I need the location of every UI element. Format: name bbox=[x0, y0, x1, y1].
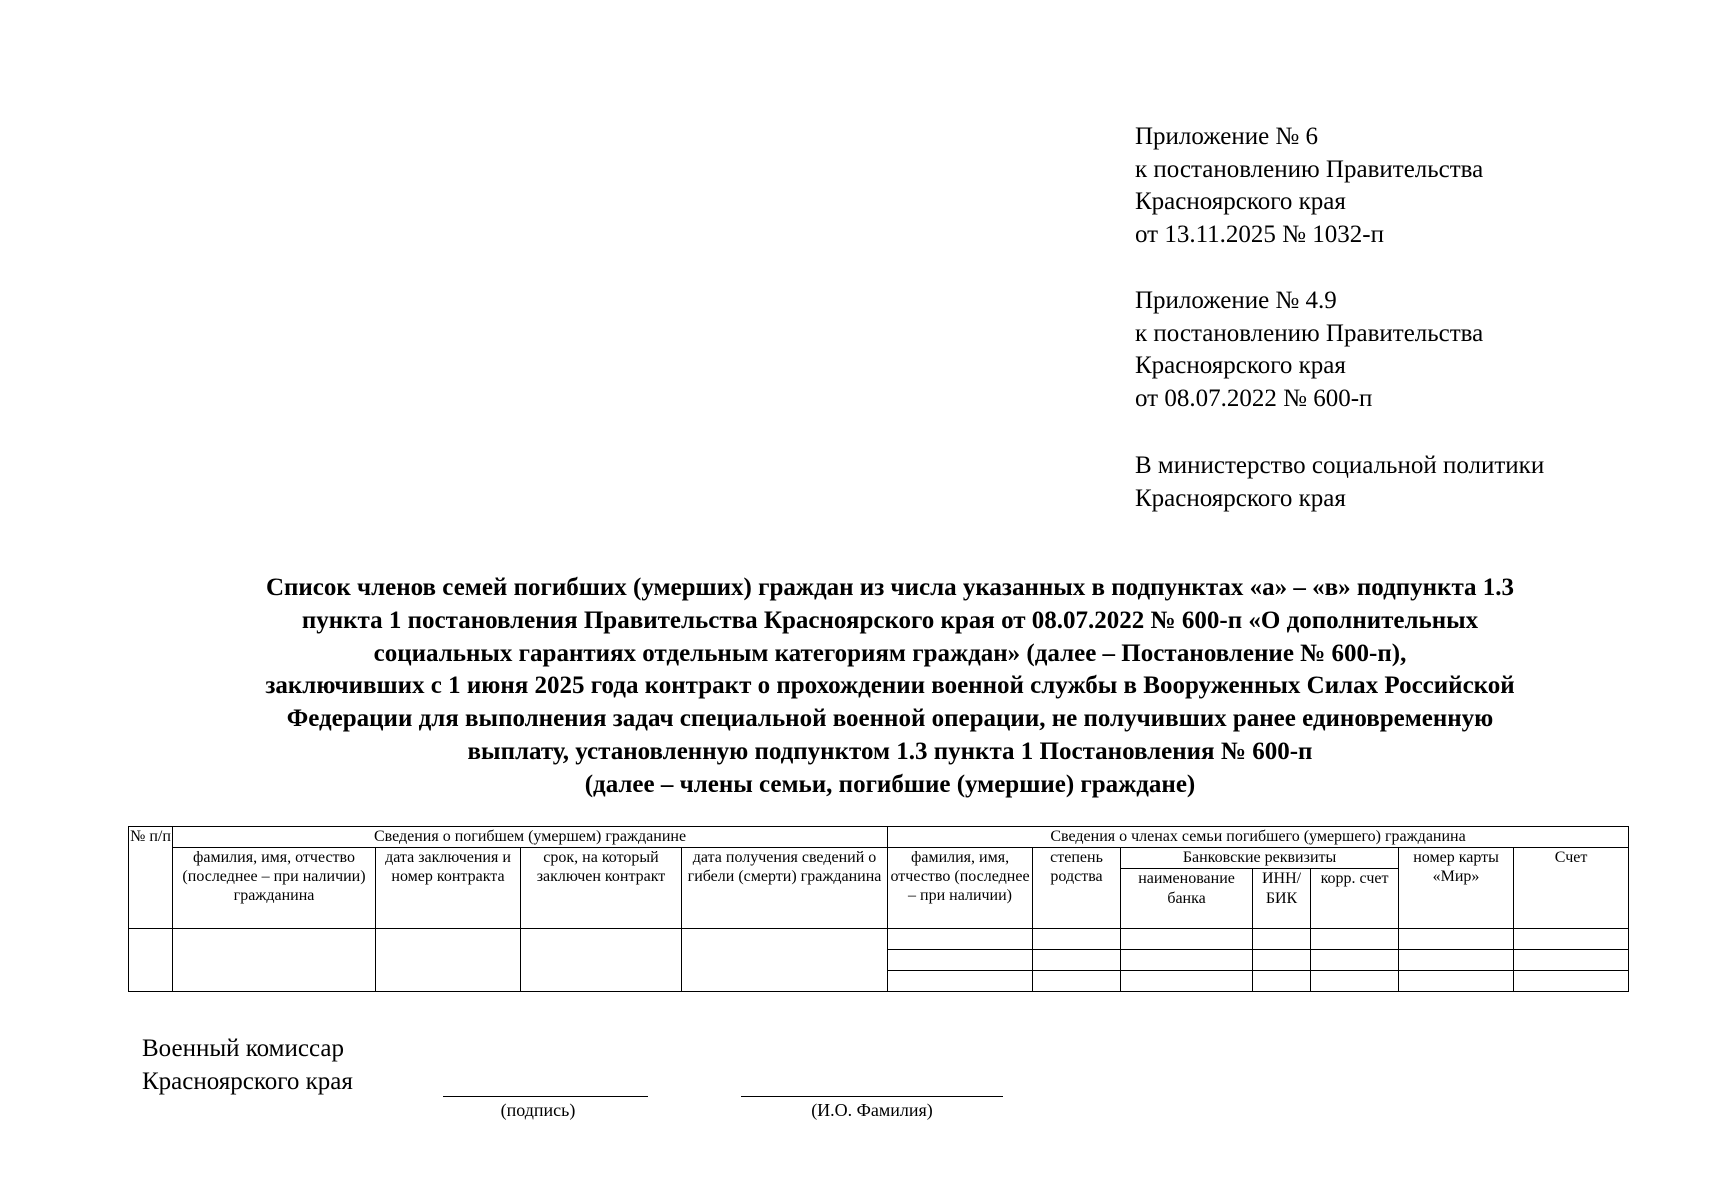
table-cell bbox=[173, 929, 376, 992]
col-number-header: № п/п bbox=[129, 827, 173, 929]
recipient-line: Красноярского края bbox=[1135, 484, 1346, 512]
table-cell bbox=[1253, 950, 1311, 971]
table-row bbox=[129, 929, 1629, 950]
signature-line[interactable] bbox=[443, 1096, 648, 1097]
appendix-6-line: к постановлению Правительства bbox=[1135, 155, 1484, 183]
table-cell bbox=[1121, 971, 1253, 992]
table-cell bbox=[376, 929, 521, 992]
appendix-6-header bbox=[1135, 121, 1483, 251]
table-cell bbox=[1399, 971, 1514, 992]
table-cell bbox=[888, 971, 1033, 992]
title-line: заключивших с 1 июня 2025 года контракт о прохождении военной службы в Вооруженных Силах Российской bbox=[265, 672, 1515, 700]
table-cell bbox=[1311, 929, 1399, 950]
table-cell bbox=[1311, 950, 1399, 971]
mir-card-header: номер карты «Мир» bbox=[1399, 848, 1514, 929]
appendix-4-9-header bbox=[1135, 285, 1483, 415]
table-cell bbox=[1311, 971, 1399, 992]
recipient-block bbox=[1135, 450, 1544, 515]
table-cell bbox=[888, 950, 1033, 971]
bank-details-header: Банковские реквизиты bbox=[1121, 848, 1399, 869]
table-cell bbox=[521, 929, 682, 992]
table-cell bbox=[1399, 929, 1514, 950]
signature-caption: (подпись) bbox=[500, 1100, 576, 1120]
group-deceased-header: Сведения о погибшем (умершем) гражданине bbox=[173, 827, 888, 848]
appendix-4-9-line: к постановлению Правительства bbox=[1135, 319, 1484, 347]
contract-date-number-header: дата заключения и номер контракта bbox=[376, 848, 521, 929]
table-cell bbox=[1253, 929, 1311, 950]
title-line: Федерации для выполнения задач специальной военной операции, не получивших ранее единовременную bbox=[286, 705, 1494, 733]
signatory-position-line2: Красноярского края bbox=[142, 1068, 353, 1095]
title-line: (далее – члены семьи, погибшие (умершие) граждане) bbox=[584, 770, 1196, 798]
signatory-position-line1: Военный комиссар bbox=[142, 1035, 344, 1062]
table-cell bbox=[1033, 950, 1121, 971]
appendix-6-line: Приложение № 6 bbox=[1135, 123, 1319, 150]
family-full-name-header: фамилия, имя, отчество (последнее – при наличии) bbox=[888, 848, 1033, 929]
table-cell bbox=[1033, 971, 1121, 992]
death-info-date-header: дата получения сведений о гибели (смерти) гражданина bbox=[682, 848, 888, 929]
table-cell bbox=[1514, 929, 1629, 950]
appendix-4-9-line: Приложение № 4.9 bbox=[1135, 287, 1337, 314]
bank-name-header: наименование банка bbox=[1121, 869, 1253, 929]
inn-bik-header: ИНН/ БИК bbox=[1253, 869, 1311, 929]
deceased-full-name-header: фамилия, имя, отчество (последнее – при наличии) гражданина bbox=[173, 848, 376, 929]
group-family-header: Сведения о членах семьи погибшего (умершего) гражданина bbox=[888, 827, 1629, 848]
contract-term-header: срок, на который заключен контракт bbox=[521, 848, 682, 929]
account-header: Счет bbox=[1514, 848, 1629, 929]
full-name-line[interactable] bbox=[741, 1096, 1003, 1097]
title-line: выплату, установленную подпунктом 1.3 пункта 1 Постановления № 600-п bbox=[467, 737, 1313, 765]
table-cell bbox=[888, 929, 1033, 950]
table-cell bbox=[1253, 971, 1311, 992]
family-members-table bbox=[128, 826, 1629, 992]
table-cell bbox=[1121, 950, 1253, 971]
corr-account-header: корр. счет bbox=[1311, 869, 1399, 929]
full-name-caption: (И.О. Фамилия) bbox=[811, 1100, 933, 1120]
table-cell bbox=[1121, 929, 1253, 950]
title-line: пункта 1 постановления Правительства Красноярского края от 08.07.2022 № 600-п «О дополнительных bbox=[301, 606, 1479, 634]
document-title bbox=[140, 572, 1640, 802]
appendix-6-line: от 13.11.2025 № 1032-п bbox=[1135, 220, 1384, 248]
title-line: социальных гарантиях отдельным категориям граждан» (далее – Постановление № 600-п), bbox=[373, 639, 1407, 667]
table-cell bbox=[129, 929, 173, 992]
appendix-6-line: Красноярского края bbox=[1135, 188, 1346, 215]
title-line: Список членов семей погибших (умерших) граждан из числа указанных в подпунктах «а» – «в» подпункта 1.3 bbox=[265, 574, 1515, 601]
table-cell bbox=[1514, 950, 1629, 971]
recipient-line: В министерство социальной политики bbox=[1135, 452, 1545, 479]
table-cell bbox=[682, 929, 888, 992]
kinship-header: степень родства bbox=[1033, 848, 1121, 929]
appendix-4-9-line: от 08.07.2022 № 600-п bbox=[1135, 384, 1373, 412]
table-cell bbox=[1514, 971, 1629, 992]
table-cell bbox=[1033, 929, 1121, 950]
appendix-4-9-line: Красноярского края bbox=[1135, 352, 1346, 379]
table-cell bbox=[1399, 950, 1514, 971]
